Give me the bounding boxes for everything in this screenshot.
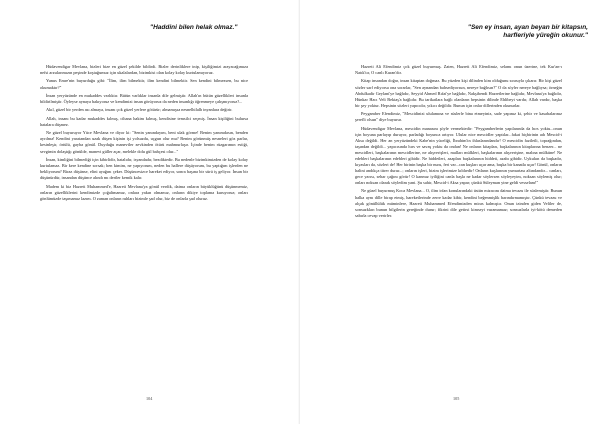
paragraph: Ne güzel buyuruyor Yüce Mevlana ve diyor ki: "Senin yanındayım, beni ulak görme! Benim yanımdasın, benden ayrılma! Kendini yaratandan uzak düşen kişinin işi yolsuzdu, uçgun olur mu? Benim görünmüş nesneleri göz parlar, kesinleşir, örtülü, gayba gönül. Duyduğu maneviler zevkinden ötürü mahmurlaşır. İçinde benim rüzgarımın estiği, sevgimin dolaştığı gönülde, manevi güller açar, melekle dolu gül bahçesi olur..." (40, 130, 248, 154)
paragraph: Hazreti Ali Efendimiz çok güzel buyurmuş. Zaten, Hazreti Ali Efendimiz, selamı onun üzerine, tek Kur'an-ı Natık'tır, O canlı Kuran'dır. (355, 64, 562, 76)
paragraph: Hüdavendigar Mevlana, mescidin manasını şöyle vermektedir: "Peygamberlerin yapılarında da hırs yoktu...onun için boyuna parlayıp duruyor, parladığı boyunca artıyor. Ulular nice mescidler yaptılar...fakat hiçbirinin adı Mescid-i Aksa değildi. Her an yeryüzündeki Kabe'nin yüceliği, İbrahim'in ihlaslarındandır! O mescidin faziletli, toprağından, taşından değildi... yapıcısında hırs ve savaş yoktu da ondan! Ne onların kitapları, başkalarının kitaplarına benzer... ne mescidleri, başkalarının mescidlerine, ne alışverişleri, malları mülkleri, başkalarının alışverişine, malına mülküne! Ne edebleri başkalarının edebleri gibidir. Ne hiddetleri, azapları başkalarının hiddeti, azabı gibidir. Uykuları da başkadır, kıyasları da, sözleri de! Her birinin başka bir nuru, feri var...can kuşları uçar ama, başka bir kanatla uçar! Gönül, onların halini andıkça titrer durur...; onların işleri, bizim işlerimize kıblıedir! Onların kuşlarının yumurtası altındandır... canları, gece yarısı, sehar çağını görür! O kanmız iyiliğini canla başla ne kadar söylersen söyleyeyim, noksan söylemiş olur; onları noksan olarak söyledim yani. Şu sahir, Mescid-i Aksa yapar; çünkü Süleyman yine geldi vesselam!" (355, 125, 562, 186)
right-page-quote: "Sen ey insan, ayan beyan bir kitapsın, harfleriyle yüreğin okunur." (467, 24, 588, 39)
left-page-quote: "Haddini bilen helak olmaz." (150, 24, 238, 31)
right-page-body (355, 64, 562, 384)
paragraph: Peygamber Efendimiz, "Mescidinizi ululamına ve süslerle bina etmeyiniz, sade yapınız ki, şehir ve kasabalarınız şerefli olsun" diye buyurur. (355, 111, 562, 123)
paragraph: Kitap insandan doğar, insan kitaptan doğmaz. Bu yüzden kişi dilinden kim olduğunu sırasıyla çıkarır. Bir kişi güzel sözler sarf ediyorsa ona sorarlar, "Sen aynandan bahsediyorsun, nereye bağlısın?" O da söyler nereye bağlıysa; örneğin Abdulkadir Geylani'ye bağlıdır, Seyyid Ahmed Rıfai'ye bağlıdır, Nakşibendi Hazretlerine bağlıdır, Mevlana'ya bağlıdır, Hünkar Hacı Veli Bektaş'a bağlıdır. Bu tarikatlara bağlı olanların hepsinin dilinde Ehlibeyt vardır, Allah vardır, başka bir şey yoktur. Hepsinin sözleri yapıcıdır, yıkıcı değildir. Bunun için onlar dillerinden okunurlar. (355, 78, 562, 108)
paragraph: Madem ki biz Hazreti Muhammed'e, Hazreti Mevlana'ya gönül verdik, daima onların büyüklüğünü düşünmemiz, onların güzelliklerini kendimizde çoğaltmamız, onlara yakın olmamız, onların dikiye toplama kuruyoruz; onları gönlümüzde taşımamız lazım. O zaman onların ruhları bizimle şad olur, biz de onlarla şad oluruz. (40, 183, 248, 201)
paragraph: İnsan, kimliğini bilmediği için kibirlidir, hatalıdır, isyandadır, bezdiktedir. Bu nedenle bizimkimizden de kolay kolay kurtulamaz. Bir kere kendine sorsak; ben kimim, ne yapıyorum, neden bu hallere düşüyorum, bu yaptığım işlerden ne bekliyorum? Biraz düşünse, elini ayağını çeker. Düşüncesizce hareket ediyor, sonra başına bir sürü iş geliyor. İnsan bir düşünürdür, insandan düşünce alındı mı dertler kemik kalır. (40, 156, 248, 181)
paragraph: Hüdavendigar Mevlana, bizleri bize en güzel şekilde bildirdi. Bizler derinliklere inip, kişiliğimizi arayacağımıza nefsi arzularımızın peşinde koştuğumuz için ukalalardan, bizimkisi olan kolay kolay kurtulamıyoruz. (40, 64, 248, 76)
paragraph: Ne güzel buyurmuş Koca Mevlana... O, ilim irfan konularındaki üstün mizacını daima tevazu ile süslemiştir. Bunun halka aynı dille birap etmiş, hareketlerinde zerre kadar kibir, kendini beğenmişlik barındırmamıştır. Çünkü tevazu ve alçak gönüllülük müminlere, Hazreti Muhammed Efendimizden miras kalmıştır. Onun izinden giden Veliler de, sonsuzkları bunun bilgilerin gereğinde durur; fikrini dile getirsi kimseyi vuramamaz; sonsuzlarla iyi-kötü demeden sabırla cevap verirler. (355, 188, 562, 218)
left-page-body (40, 64, 248, 384)
right-page-number: 105 (453, 396, 460, 401)
paragraph: Allah, insanı bu kadar mukaddes kılmış, cihana hakim kılmış, kendisine temsilci seçmiş. İnsan kişiliğini bulursa hatalara düşmez. (40, 115, 248, 127)
paragraph: İnsan yeryüzünde en mukaddes varlıktır. Bütün varlıklar insanla dile gelmiştir. Allah'ın bütün güzellikleri insanla bildirilmiştir. Öyleyse aynaya bakıyoruz ve kendimizi insan görüyoruz da neden insanlığı öğrenmeye çalışmıyoruz?... (40, 92, 248, 105)
right-page (300, 0, 600, 424)
left-page-number: 104 (146, 396, 153, 401)
paragraph: Yunus Emre'nin buyurduğu gibi: "İlim, ilim bilmektir, ilim kendini bilmektir. Sen kendini bilmezsen, bu nice okumaktır?" (40, 78, 248, 90)
paragraph: Akıl, güzel bir yerden ası almaya, insanı çok güzel yerlere götürür; almamışsa nesnelhilalh inyanlara değirir. (46, 107, 233, 113)
